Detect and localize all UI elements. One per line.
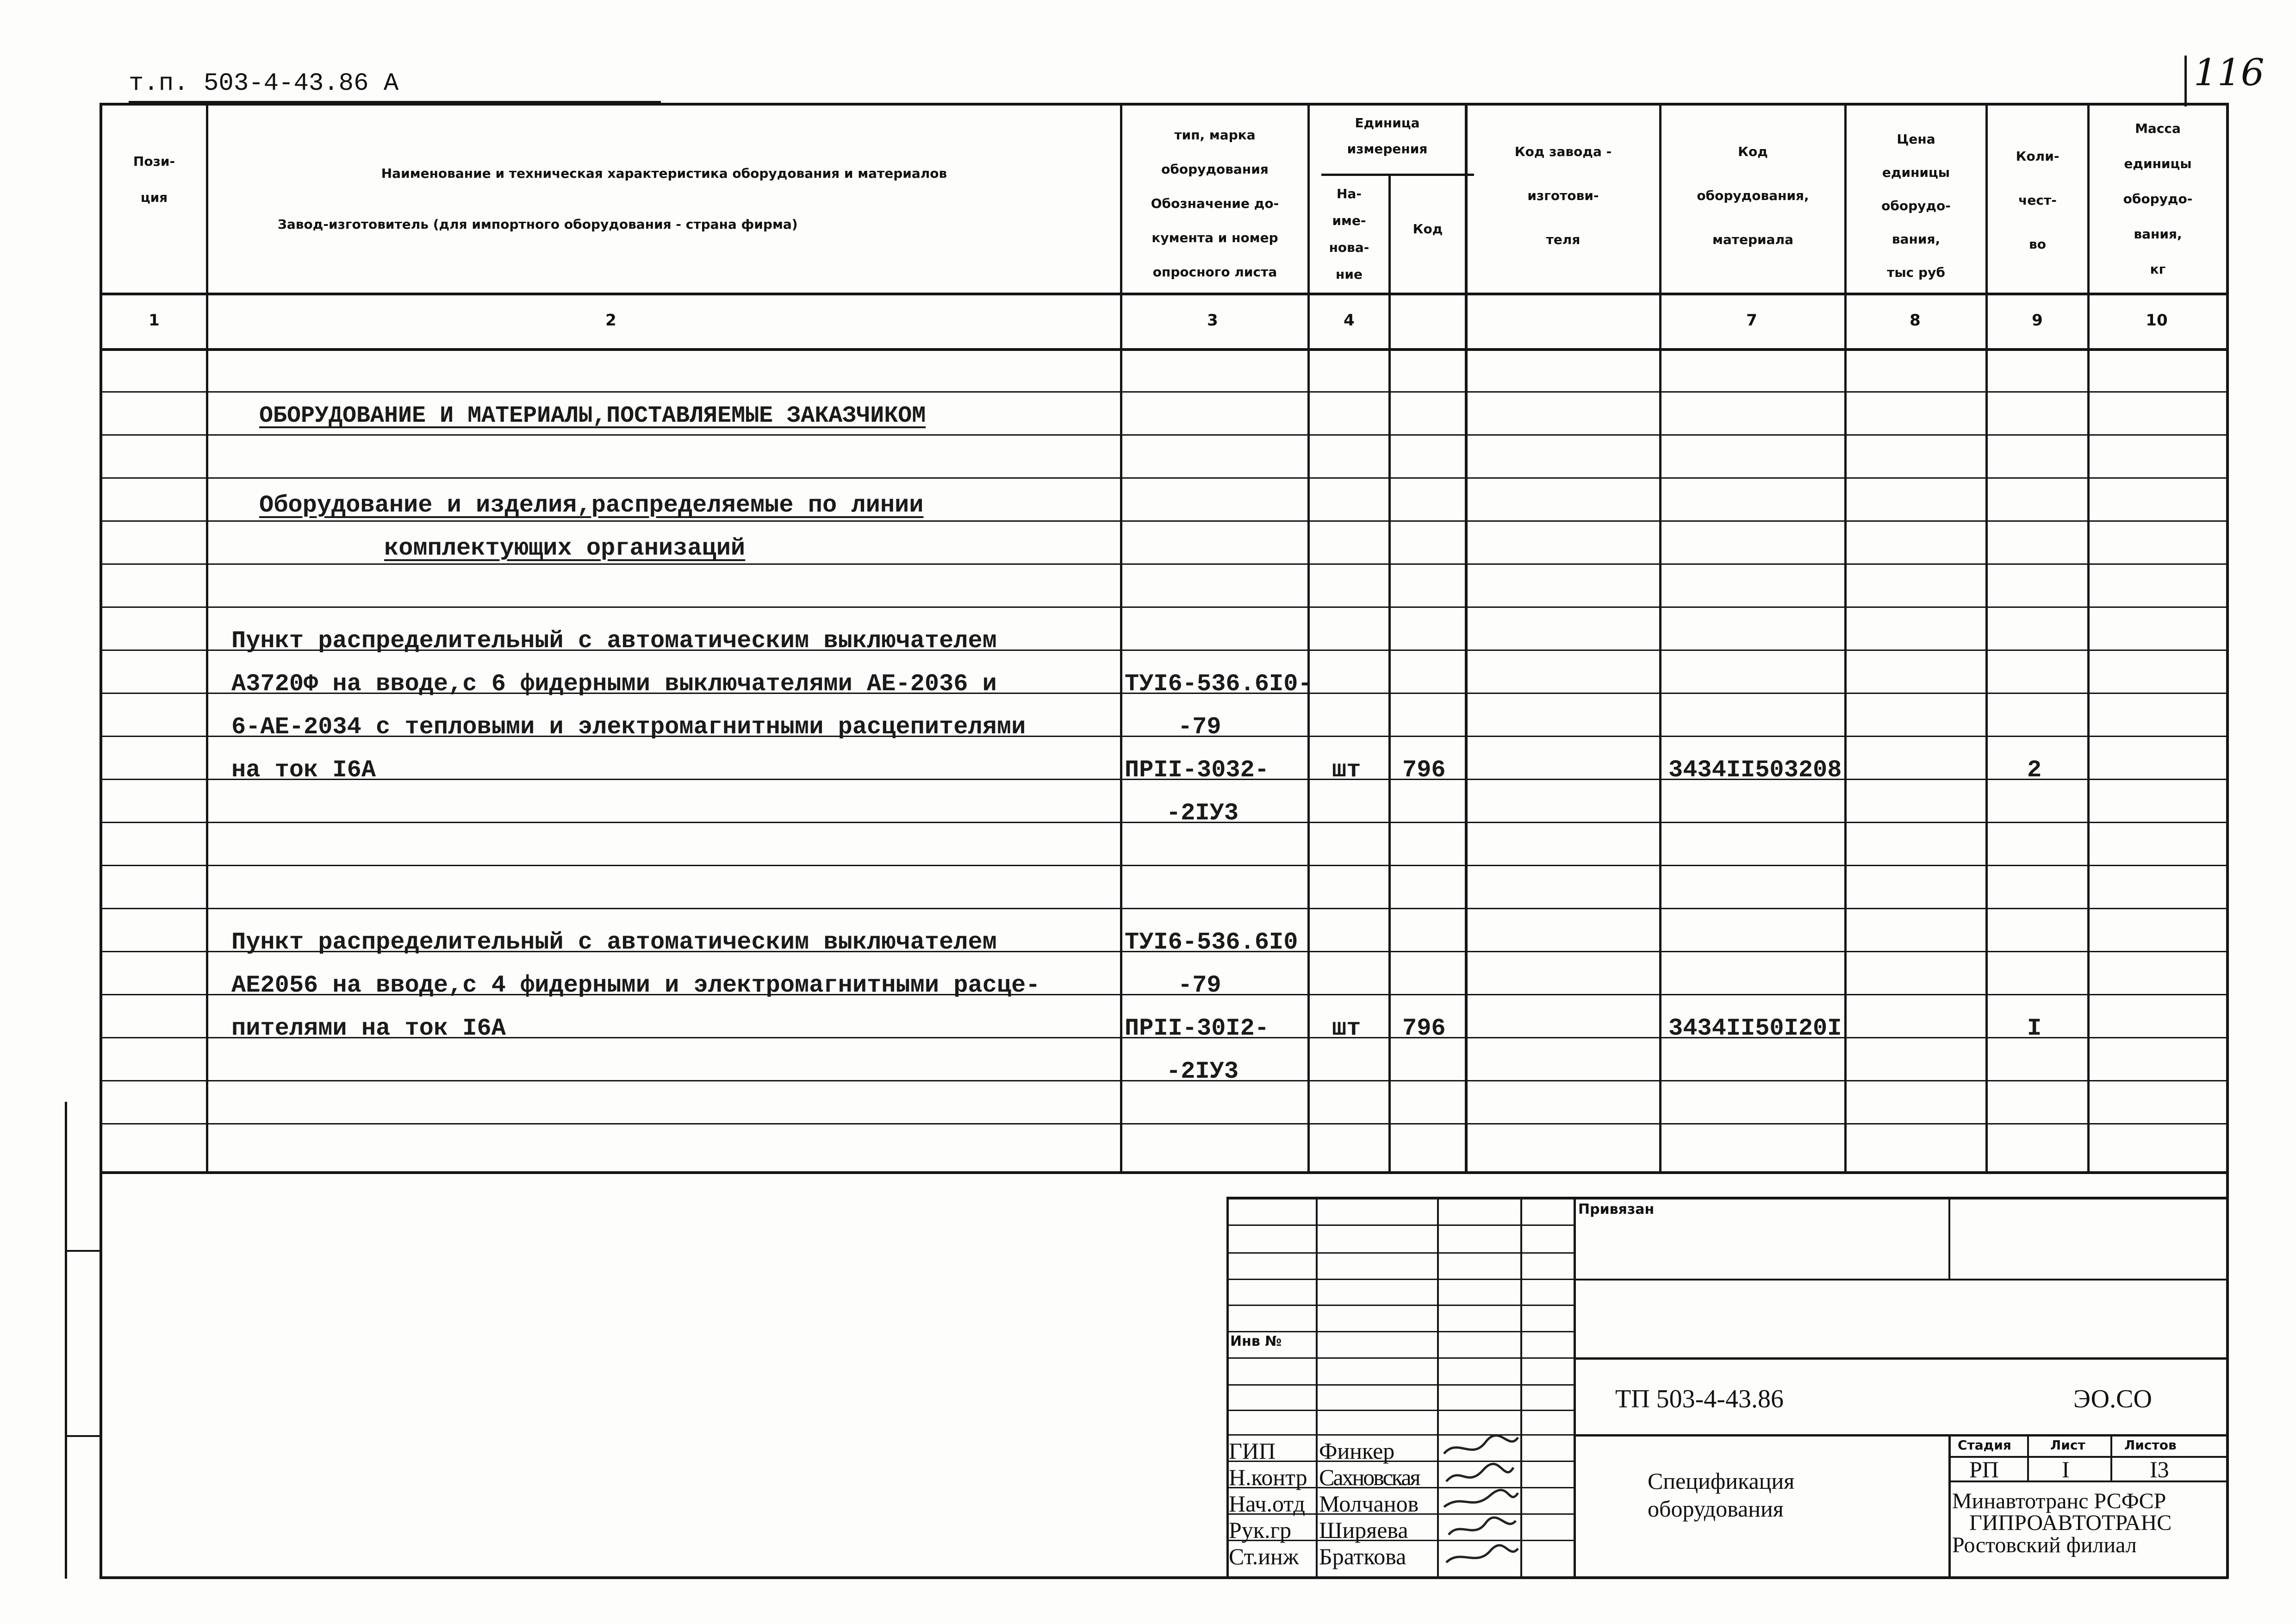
hdr-plant [1467,130,1659,262]
item1-doc1: ТУI6-536.6I0- [1125,670,1313,698]
hdr-price [1847,123,1985,289]
tb-section-code: ЭО.СО [2073,1385,2152,1413]
tb-org-1: Минавтотранс РСФСР [1952,1489,2166,1513]
colnum-10: 10 [2146,311,2168,330]
hdr-un-l3: нова- [1329,240,1369,255]
tb-rule [1226,1252,1574,1254]
hdr-plant-l1: Код завода - [1514,144,1612,159]
tb-role-0: ГИП [1229,1438,1276,1464]
margin-mark [2184,56,2187,106]
tb-name-4: Браткова [1319,1543,1406,1569]
vline-5 [1465,103,1468,1174]
tb-role-2: Нач.отд [1229,1491,1305,1517]
tb-rule [1226,1331,1574,1332]
frame-left [100,1171,102,1579]
tb-rule [1226,1384,1574,1386]
hdr-pr-l1: Цена [1897,131,1935,147]
hdr-m-l3: оборудо- [2123,191,2193,206]
tb-rule [1226,1279,1574,1280]
vline-right [2226,103,2229,1174]
tb-v5 [1948,1197,1950,1280]
hdr-m-l2: единицы [2124,156,2192,171]
hdr-unit-name [1310,181,1388,288]
hdr-q-l1: Коли- [2016,149,2060,164]
hdr-m-l5: кг [2150,262,2166,277]
vline-4 [1388,174,1391,1174]
row-rule [100,865,2228,866]
item2-equip-code: 3434II50I20I [1668,1015,1842,1042]
colnum-9: 9 [2032,311,2043,330]
hdr-name [208,148,1120,250]
tb-v-stage1 [2027,1434,2029,1482]
hdr-unit-l1: Единица [1355,115,1420,131]
tb-sheets-label: Листов [2124,1437,2177,1453]
item2-qty: I [2027,1015,2042,1042]
colnum-bottom-line [100,348,2228,351]
colnum-8: 8 [1910,311,1921,330]
tb-privyazan: Привязан [1578,1201,1655,1218]
hdr-m-l4: вания, [2134,226,2182,242]
tb-rule [1226,1357,1574,1359]
colnum-2: 2 [605,311,616,330]
row-rule [100,1123,2228,1124]
item2-unit-code: 796 [1402,1015,1446,1042]
hdr-unit-group [1310,110,1465,162]
hdr-type-l1: тип, марка [1174,127,1256,143]
item2-line2: АЕ2056 на вводе,с 4 фидерными и электромагнитными расце- [231,972,1040,999]
tb-role-3: Рук.гр [1229,1517,1292,1543]
header-bottom-line [100,293,2228,295]
hdr-type-l3: Обозначение до- [1151,196,1279,211]
tb-h-title [1574,1434,2228,1437]
frame-bottom [100,1576,2228,1579]
signatures-icon [1439,1433,1527,1576]
tb-stage: РП [1969,1456,1999,1482]
row-rule [100,822,2228,823]
hdr-plant-l2: изготови- [1527,188,1599,203]
tb-doc-title-1: Спецификация [1648,1468,1795,1494]
hdr-pos-l1: Пози- [133,154,175,169]
colnum-3: 3 [1207,311,1218,330]
tb-rule [1226,1410,1574,1411]
row-rule [100,563,2228,565]
hdr-pr-l5: тыс руб [1887,265,1945,280]
item2-doc3: ПРII-30I2- [1125,1015,1269,1042]
vline-1 [206,103,208,1174]
hdr-pos [102,144,206,216]
hdr-type-l4: кумента и номер [1151,230,1278,245]
tb-rule [1226,1305,1574,1306]
tb-top [1226,1197,2228,1199]
page-number: 116 [2194,51,2265,94]
row-rule [100,434,2228,436]
margin-strip-line [65,1102,67,1579]
tb-org-3: Ростовский филиал [1952,1533,2137,1557]
unit-group-line [1321,174,1474,176]
item1-line3: 6-АЕ-2034 с тепловыми и электромагнитными расцепителями [231,713,1026,741]
item2-doc2: -79 [1178,972,1221,999]
tb-h-code [1574,1357,2228,1360]
tb-name-1: Сахновская [1319,1464,1419,1490]
hdr-unit-l2: измерения [1347,141,1428,156]
hdr-eq-l1: Код [1738,144,1768,159]
item1-doc4: -2IУ3 [1166,800,1239,827]
tb-v2 [1437,1197,1439,1579]
hdr-pr-l3: оборудо- [1881,198,1951,213]
hdr-name-l1: Наименование и техническая характеристика оборудования и материалов [381,166,947,181]
item2-unit: шт [1332,1015,1361,1042]
item1-line1: Пункт распределительный с автоматическим выключателем [231,627,997,655]
hdr-q-l3: во [2029,237,2046,252]
item1-doc2: -79 [1178,713,1221,741]
tb-v1 [1316,1197,1318,1579]
table-top-line [100,103,2228,106]
item2-doc4: -2IУ3 [1166,1058,1239,1085]
tb-sheets: I3 [2150,1456,2169,1482]
item2-doc1: ТУI6-536.6I0 [1125,929,1298,956]
table-bottom-line [100,1171,2228,1174]
hdr-pos-l2: ция [140,190,168,205]
hdr-eq-l3: материала [1712,232,1793,247]
hdr-un-l1: На- [1337,186,1362,201]
tb-name-2: Молчанов [1319,1491,1419,1517]
item2-line1: Пункт распределительный с автоматическим выключателем [231,929,997,956]
row-rule [100,520,2228,522]
tb-v4 [1574,1197,1576,1579]
row-rule [100,477,2228,479]
tb-h-priv [1574,1279,2228,1280]
hdr-plant-l3: теля [1546,232,1580,247]
tb-role-4: Ст.инж [1229,1543,1299,1569]
vline-left [100,103,102,1174]
tb-doc-title-2: оборудования [1648,1496,1784,1522]
tb-doc-code: ТП 503-4-43.86 [1615,1385,1784,1413]
row-rule [100,908,2228,909]
tb-inv-no: Инв № [1230,1333,1282,1349]
doc-reference: т.п. 503-4-43.86 А [129,69,399,98]
hdr-pr-l2: единицы [1882,165,1950,180]
section-title: ОБОРУДОВАНИЕ И МАТЕРИАЛЫ,ПОСТАВЛЯЕМЫЕ ЗАКАЗЧИКОМ [259,403,926,429]
hdr-type [1122,118,1307,289]
hdr-m-l1: Масса [2135,121,2181,136]
hdr-eq-l2: оборудования, [1697,188,1809,203]
hdr-unit-code: Код [1412,221,1443,237]
item1-unit-code: 796 [1402,756,1446,784]
item2-line3: пителями на ток I6А [231,1015,506,1042]
row-rule [100,1080,2228,1081]
row-rule [100,606,2228,608]
subsection-line2: комплектующих организаций [384,535,746,562]
tb-sheet: I [2062,1456,2070,1482]
margin-strip-div2 [65,1435,101,1437]
margin-strip-div1 [65,1250,101,1252]
hdr-pr-l4: вания, [1892,231,1941,247]
tb-sheet-label: Лист [2050,1437,2085,1453]
tb-role-1: Н.контр [1229,1464,1307,1490]
subsection-line1: Оборудование и изделия,распределяемые по линии [259,492,924,519]
frame-right [2226,1171,2229,1579]
item1-line2: А3720Ф на вводе,с 6 фидерными выключателями АЕ-2036 и [231,670,997,698]
tb-v-stage2 [2110,1434,2112,1482]
hdr-un-l2: име- [1332,213,1366,228]
hdr-qty [1988,134,2087,266]
item1-unit: шт [1332,756,1361,784]
hdr-type-l5: опросного листа [1152,264,1277,280]
item1-equip-code: 3434II503208 [1668,756,1842,784]
hdr-type-l2: оборудования [1161,162,1269,177]
colnum-1: 1 [149,311,160,330]
item1-line4: на ток I6А [231,756,376,784]
tb-name-3: Ширяева [1319,1517,1408,1543]
tb-name-0: Финкер [1319,1438,1395,1464]
tb-org-2: ГИПРОАВТОТРАНС [1969,1511,2172,1535]
row-rule [100,391,2228,393]
colnum-7: 7 [1746,311,1757,330]
hdr-mass [2090,111,2226,287]
colnum-4: 4 [1344,311,1355,330]
hdr-q-l2: чест- [2018,193,2057,208]
hdr-equip-code [1661,130,1844,262]
tb-rule [1226,1224,1574,1226]
vline-6 [1659,103,1661,1174]
hdr-un-l4: ние [1336,267,1363,282]
item1-doc3: ПРII-3032- [1125,756,1269,784]
item1-qty: 2 [2027,756,2042,784]
hdr-name-l2: Завод-изготовитель (для импортного оборудования - страна фирма) [278,217,798,232]
tb-stage-label: Стадия [1958,1437,2011,1453]
